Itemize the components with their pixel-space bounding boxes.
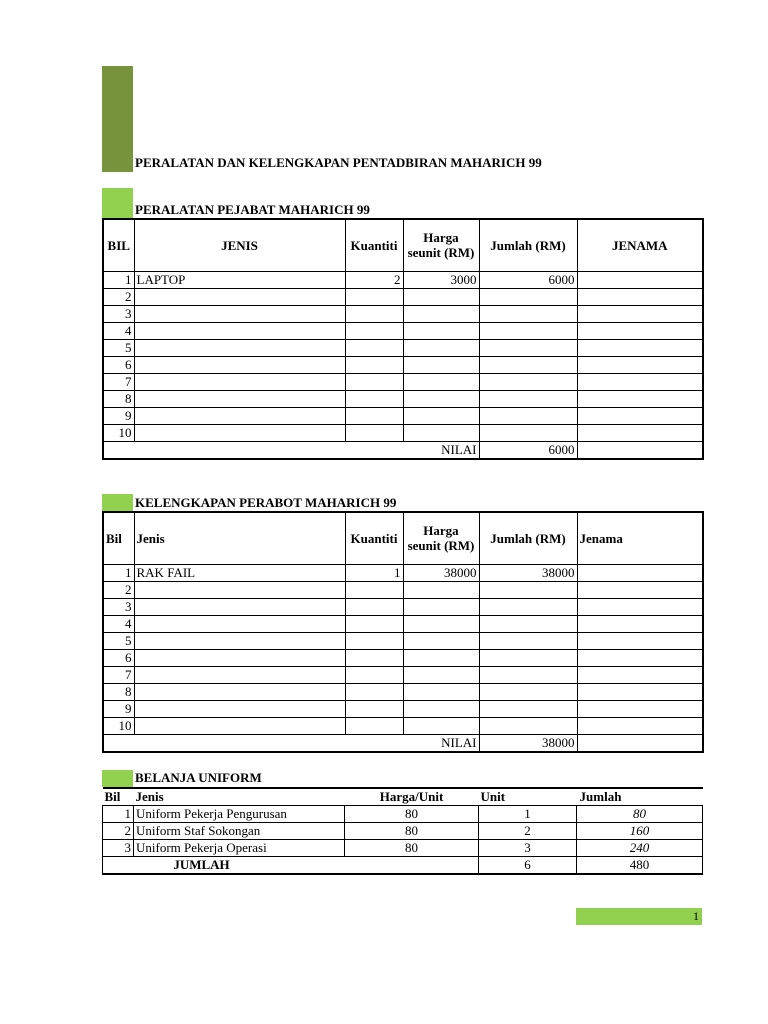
section3-cell-unit: 2 — [479, 823, 577, 840]
table-row — [103, 581, 703, 598]
section1-cell-jenama — [577, 271, 703, 288]
section2-cell-harga: 38000 — [403, 564, 479, 581]
section2-cell-harga — [403, 598, 479, 615]
section1-cell-bil: 4 — [103, 322, 134, 339]
section1-cell-jumlah: 6000 — [479, 271, 577, 288]
section1-cell-kuantiti — [345, 322, 403, 339]
table-row — [103, 288, 703, 305]
section1-cell-bil: 2 — [103, 288, 134, 305]
table-row — [103, 339, 703, 356]
table-row — [103, 271, 703, 288]
section1-cell-bil: 8 — [103, 390, 134, 407]
section1-cell-jumlah — [479, 424, 577, 441]
section2-cell-harga — [403, 666, 479, 683]
section1-cell-jenis — [134, 390, 345, 407]
section2-cell-jenis — [134, 615, 345, 632]
section1-cell-bil: 6 — [103, 356, 134, 373]
section2-cell-kuantiti — [345, 615, 403, 632]
section2-cell-bil: 10 — [103, 717, 134, 734]
section2-cell-jumlah — [479, 666, 577, 683]
section2-cell-harga — [403, 717, 479, 734]
section2-header-kuantiti: Kuantiti — [345, 512, 403, 564]
section3-heading: BELANJA UNIFORM — [135, 770, 262, 785]
section1-cell-jenama — [577, 390, 703, 407]
section1-cell-bil: 3 — [103, 305, 134, 322]
section3-header-row — [103, 788, 703, 806]
section2-cell-jenis — [134, 666, 345, 683]
section1-cell-bil: 9 — [103, 407, 134, 424]
section3-cell-harga: 80 — [345, 806, 479, 823]
section1-cell-jenis: LAPTOP — [134, 271, 345, 288]
section2-cell-harga — [403, 581, 479, 598]
section2-cell-kuantiti — [345, 581, 403, 598]
section2-header-jenis: Jenis — [134, 512, 345, 564]
section2-header-jumlah: Jumlah (RM) — [479, 512, 577, 564]
page-number: 1 — [576, 908, 702, 925]
section2-cell-harga — [403, 700, 479, 717]
section1-header-jumlah: Jumlah (RM) — [479, 219, 577, 271]
section3-cell-unit: 3 — [479, 840, 577, 857]
section2-cell-jenama — [577, 666, 703, 683]
section1-total-empty — [577, 441, 703, 459]
table-row — [103, 598, 703, 615]
section2-cell-bil: 7 — [103, 666, 134, 683]
section1-cell-jumlah — [479, 322, 577, 339]
section3-total-label: JUMLAH — [103, 857, 479, 875]
section1-heading: PERALATAN PEJABAT MAHARICH 99 — [135, 202, 370, 217]
section2-header-bil: Bil — [103, 512, 134, 564]
section2-cell-jenama — [577, 581, 703, 598]
section1-cell-kuantiti — [345, 288, 403, 305]
table-row — [103, 806, 703, 823]
section2-cell-bil: 5 — [103, 632, 134, 649]
section3-total-value: 480 — [577, 857, 703, 875]
section1-cell-harga — [403, 305, 479, 322]
section1-header-kuantiti: Kuantiti — [345, 219, 403, 271]
section1-cell-kuantiti — [345, 305, 403, 322]
section2-cell-jenis — [134, 683, 345, 700]
section2-cell-jumlah: 38000 — [479, 564, 577, 581]
section2-heading: KELENGKAPAN PERABOT MAHARICH 99 — [135, 495, 397, 510]
section1-cell-jenama — [577, 305, 703, 322]
section3-cell-bil: 1 — [103, 806, 134, 823]
section3-header-harga: Harga/Unit — [345, 788, 479, 806]
table-row — [103, 700, 703, 717]
table-row — [103, 649, 703, 666]
section2-cell-bil: 4 — [103, 615, 134, 632]
section2-cell-jumlah — [479, 615, 577, 632]
section2-header-harga: Harga seunit (RM) — [403, 512, 479, 564]
section3-cell-jenis: Uniform Pekerja Operasi — [134, 840, 345, 857]
section2-cell-jenis — [134, 717, 345, 734]
section2-cell-bil: 6 — [103, 649, 134, 666]
section2-cell-harga — [403, 683, 479, 700]
section3-header-jumlah: Jumlah — [577, 788, 703, 806]
section2-cell-harga — [403, 615, 479, 632]
table-row — [103, 615, 703, 632]
section1-cell-harga — [403, 424, 479, 441]
section2-cell-jenama — [577, 649, 703, 666]
section1-cell-kuantiti — [345, 390, 403, 407]
section2-cell-bil: 3 — [103, 598, 134, 615]
section1-header-harga: Harga seunit (RM) — [403, 219, 479, 271]
section2-cell-jumlah — [479, 700, 577, 717]
table-row — [103, 564, 703, 581]
section1-header-bil: BIL — [103, 219, 134, 271]
section1-cell-bil: 7 — [103, 373, 134, 390]
section3-cell-bil: 2 — [103, 823, 134, 840]
table-row — [103, 840, 703, 857]
section1-cell-jenis — [134, 339, 345, 356]
section1-cell-harga — [403, 407, 479, 424]
section1-cell-kuantiti — [345, 373, 403, 390]
section1-cell-bil: 10 — [103, 424, 134, 441]
section2-cell-jenis — [134, 649, 345, 666]
section1-cell-harga — [403, 356, 479, 373]
table-row — [103, 823, 703, 840]
section3-cell-jumlah: 80 — [577, 806, 703, 823]
section2-cell-kuantiti — [345, 598, 403, 615]
section2-cell-jenama — [577, 700, 703, 717]
section1-cell-jumlah — [479, 407, 577, 424]
section2-total-value: 38000 — [479, 734, 577, 752]
section2-cell-jenis — [134, 632, 345, 649]
section2-cell-jumlah — [479, 649, 577, 666]
section3-cell-jumlah: 160 — [577, 823, 703, 840]
section3-cell-unit: 1 — [479, 806, 577, 823]
section1-cell-harga: 3000 — [403, 271, 479, 288]
section3-cell-jenis: Uniform Pekerja Pengurusan — [134, 806, 345, 823]
section2-cell-kuantiti — [345, 700, 403, 717]
section1-cell-jumlah — [479, 339, 577, 356]
section2-cell-jenis — [134, 598, 345, 615]
section2-cell-jenama — [577, 564, 703, 581]
section1-accent-block — [102, 188, 133, 218]
section1-header-jenis: JENIS — [134, 219, 345, 271]
section2-cell-kuantiti — [345, 717, 403, 734]
table-row — [103, 683, 703, 700]
section2-cell-bil: 9 — [103, 700, 134, 717]
section1-cell-kuantiti — [345, 424, 403, 441]
section1-cell-jenama — [577, 407, 703, 424]
section2-cell-kuantiti — [345, 649, 403, 666]
section1-cell-kuantiti — [345, 407, 403, 424]
section2-cell-jenis — [134, 700, 345, 717]
section3-cell-harga: 80 — [345, 823, 479, 840]
section1-cell-jumlah — [479, 390, 577, 407]
table-row — [103, 666, 703, 683]
section2-cell-kuantiti: 1 — [345, 564, 403, 581]
table-row — [103, 632, 703, 649]
section2-cell-kuantiti — [345, 632, 403, 649]
section1-cell-kuantiti: 2 — [345, 271, 403, 288]
section3-cell-jumlah: 240 — [577, 840, 703, 857]
section2-cell-bil: 1 — [103, 564, 134, 581]
section2-cell-jumlah — [479, 683, 577, 700]
section1-cell-harga — [403, 322, 479, 339]
section1-total-label: NILAI — [103, 441, 479, 459]
title-accent-block — [102, 66, 133, 172]
section2-table — [102, 511, 704, 753]
section2-cell-jenama — [577, 717, 703, 734]
section1-cell-jenis — [134, 288, 345, 305]
section1-cell-jumlah — [479, 305, 577, 322]
section2-cell-bil: 2 — [103, 581, 134, 598]
section1-cell-jenis — [134, 407, 345, 424]
section1-cell-jumlah — [479, 288, 577, 305]
section1-cell-jenama — [577, 356, 703, 373]
section1-cell-jenis — [134, 424, 345, 441]
section2-cell-jenis — [134, 581, 345, 598]
section2-accent-block — [102, 494, 133, 511]
section1-cell-harga — [403, 373, 479, 390]
table-row — [103, 424, 703, 441]
section3-header-bil: Bil — [103, 788, 134, 806]
section2-cell-jumlah — [479, 717, 577, 734]
section1-cell-kuantiti — [345, 339, 403, 356]
section2-cell-jumlah — [479, 598, 577, 615]
section3-header-unit: Unit — [479, 788, 577, 806]
table-row — [103, 407, 703, 424]
section1-cell-jumlah — [479, 373, 577, 390]
table-row — [103, 373, 703, 390]
section1-total-value: 6000 — [479, 441, 577, 459]
section2-cell-jenis: RAK FAIL — [134, 564, 345, 581]
section1-cell-harga — [403, 339, 479, 356]
section2-cell-jenama — [577, 683, 703, 700]
section1-cell-bil: 1 — [103, 271, 134, 288]
section2-cell-kuantiti — [345, 666, 403, 683]
section1-cell-jumlah — [479, 356, 577, 373]
section1-cell-jenama — [577, 288, 703, 305]
section1-cell-jenama — [577, 424, 703, 441]
section2-cell-jenama — [577, 615, 703, 632]
page-title: PERALATAN DAN KELENGKAPAN PENTADBIRAN MAHARICH 99 — [135, 155, 542, 170]
section2-cell-bil: 8 — [103, 683, 134, 700]
table-row — [103, 390, 703, 407]
section3-cell-jenis: Uniform Staf Sokongan — [134, 823, 345, 840]
section1-cell-harga — [403, 390, 479, 407]
section2-total-empty — [577, 734, 703, 752]
section2-cell-jenama — [577, 632, 703, 649]
section3-cell-harga: 80 — [345, 840, 479, 857]
table-row — [103, 356, 703, 373]
section1-cell-jenis — [134, 322, 345, 339]
section2-cell-kuantiti — [345, 683, 403, 700]
section3-header-jenis: Jenis — [134, 788, 345, 806]
section1-cell-jenama — [577, 373, 703, 390]
section1-cell-harga — [403, 288, 479, 305]
section2-total-label: NILAI — [103, 734, 479, 752]
section1-header-jenama: JENAMA — [577, 219, 703, 271]
section2-header-jenama: Jenama — [577, 512, 703, 564]
table-row — [103, 322, 703, 339]
section1-table — [102, 218, 704, 460]
section2-cell-harga — [403, 649, 479, 666]
section3-table — [102, 787, 703, 875]
section2-cell-jenama — [577, 598, 703, 615]
section3-total-unit: 6 — [479, 857, 577, 875]
section1-cell-jenis — [134, 305, 345, 322]
table-row — [103, 305, 703, 322]
section1-cell-kuantiti — [345, 356, 403, 373]
section2-cell-jumlah — [479, 581, 577, 598]
section1-cell-jenis — [134, 356, 345, 373]
section2-cell-harga — [403, 632, 479, 649]
section3-accent-block — [102, 770, 133, 787]
table-row — [103, 717, 703, 734]
section1-cell-bil: 5 — [103, 339, 134, 356]
section2-cell-jumlah — [479, 632, 577, 649]
section3-cell-bil: 3 — [103, 840, 134, 857]
section1-cell-jenis — [134, 373, 345, 390]
section1-cell-jenama — [577, 322, 703, 339]
section1-cell-jenama — [577, 339, 703, 356]
